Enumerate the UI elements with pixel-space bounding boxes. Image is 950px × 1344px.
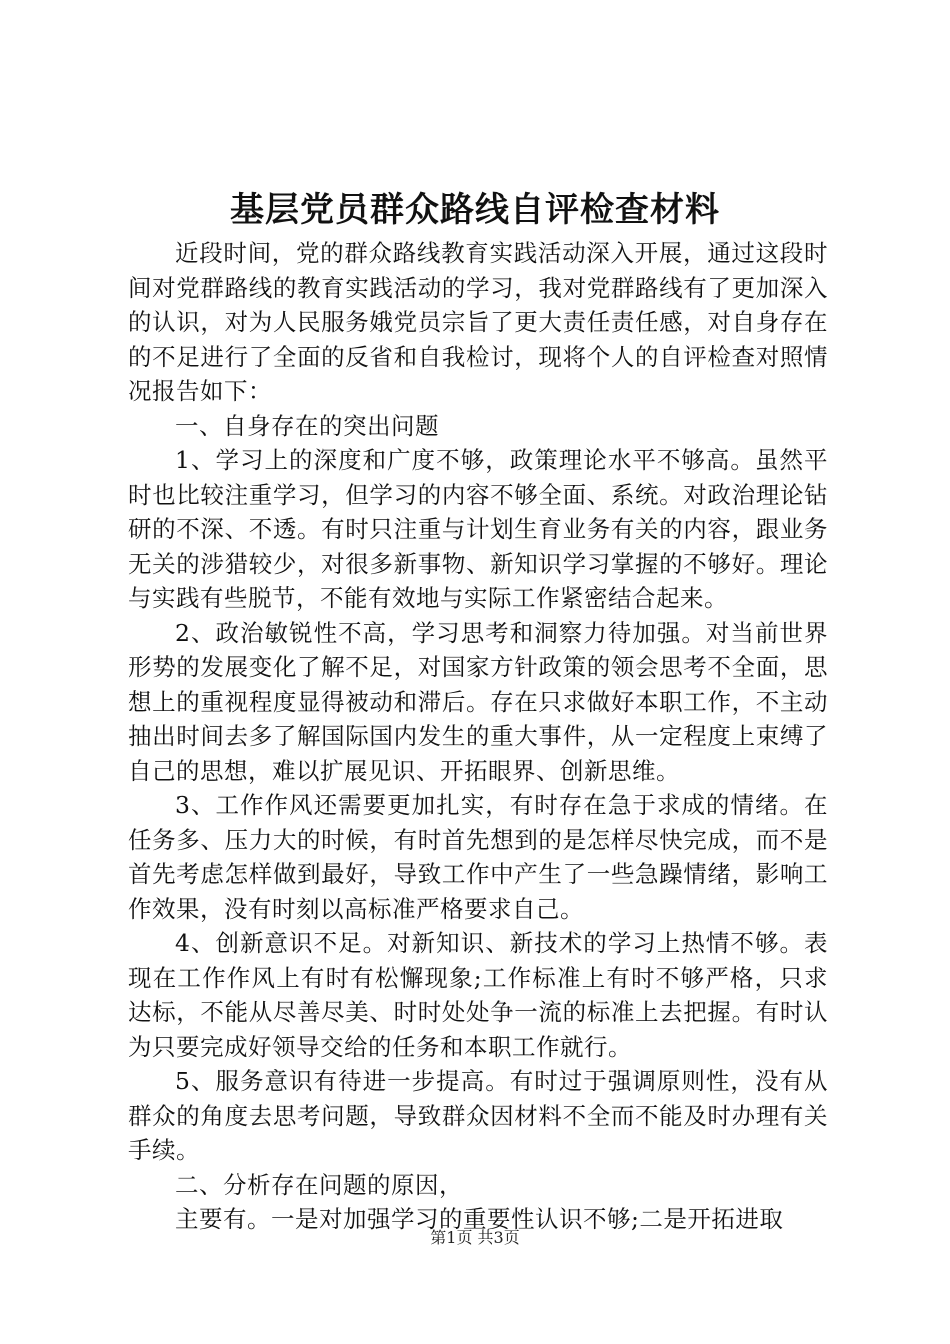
paragraph-item-5: 5、服务意识有待进一步提高。有时过于强调原则性，没有从群众的角度去思考问题，导致群众因材料不全而不能及时办理有关手续。 xyxy=(128,1067,828,1164)
paragraph-intro: 近段时间，党的群众路线教育实践活动深入开展，通过这段时间对党群路线的教育实践活动的学习，我对党群路线有了更加深入的认识，对为人民服务娥党员宗旨了更大责任责任感，对自身存在的不足进行了全面的反省和自我检讨，现将个人的自评检查对照情况报告如下： xyxy=(128,239,828,405)
page-footer: 第1页 共3页 xyxy=(430,1228,520,1247)
paragraph-item-1: 1、学习上的深度和广度不够，政策理论水平不够高。虽然平时也比较注重学习，但学习的内容不够全面、系统。对政治理论钻研的不深、不透。有时只注重与计划生育业务有关的内容，跟业务无关的涉猎较少，对很多新事物、新知识学习掌握的不够好。理论与实践有些脱节，不能有效地与实际工作紧密结合起来。 xyxy=(128,446,828,612)
paragraph-item-2: 2、政治敏锐性不高，学习思考和洞察力待加强。对当前世界形势的发展变化了解不足，对国家方针政策的领会思考不全面，思想上的重视程度显得被动和滞后。存在只求做好本职工作，不主动抽出时间去多了解国际国内发生的重大事件，从一定程度上束缚了自己的思想，难以扩展见识、开拓眼界、创新思维。 xyxy=(128,618,828,785)
paragraph-item-3: 3、工作作风还需要更加扎实，有时存在急于求成的情绪。在任务多、压力大的时候，有时首先想到的是怎样尽快完成，而不是首先考虑怎样做到最好，导致工作中产生了一些急躁情绪，影响工作效果，没有时刻以高标准严格要求自己。 xyxy=(128,791,828,923)
section-heading-1: 一、自身存在的突出问题 xyxy=(175,411,439,440)
document-body xyxy=(128,236,828,1237)
document-title: 基层党员群众路线自评检查材料 xyxy=(230,190,720,230)
paragraph-item-4: 4、创新意识不足。对新知识、新技术的学习上热情不够。表现在工作作风上有时有松懈现象;工作标准上有时不够严格，只求达标，不能从尽善尽美、时时处处争一流的标准上去把握。有时认为只要完成好领导交给的任务和本职工作就行。 xyxy=(128,929,828,1061)
paragraph-causes: 主要有。一是对加强学习的重要性认识不够;二是开拓进取 xyxy=(175,1205,784,1233)
section-heading-2: 二、分析存在问题的原因， xyxy=(175,1170,463,1199)
